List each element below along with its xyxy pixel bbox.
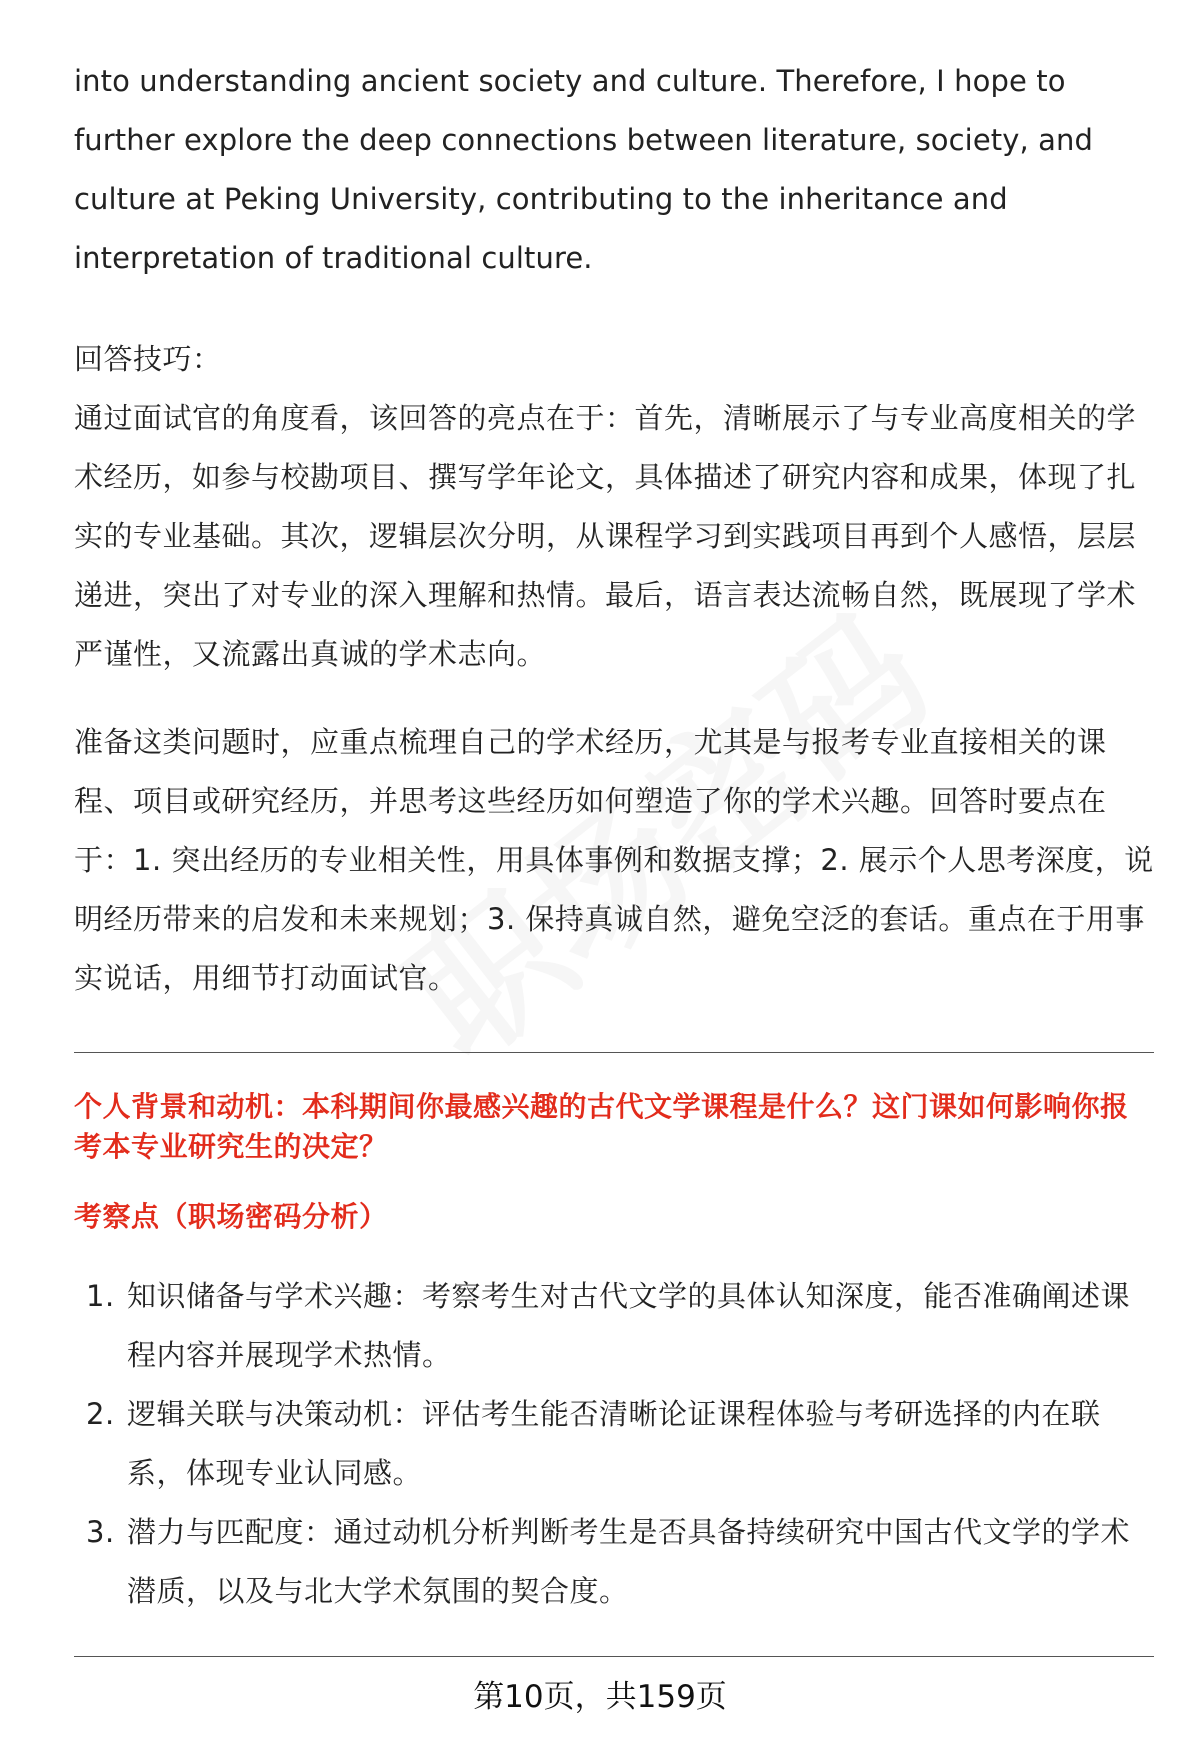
intro-paragraph: into understanding ancient society and culture. Therefore, I hope to further explore the deep connections between literature, society, and culture at Peking University, contributing to the inheritance and interpretation of traditional culture. bbox=[74, 64, 1094, 275]
tips-label: 回答技巧： bbox=[74, 342, 222, 376]
tips-paragraph-1: 通过面试官的角度看，该回答的亮点在于：首先，清晰展示了与专业高度相关的学术经历，如参与校勘项目、撰写学年论文，具体描述了研究内容和成果，体现了扎实的专业基础。其次，逻辑层次分明，从课程学习到实践项目再到个人感悟，层层递进，突出了对专业的深入理解和热情。最后，语言表达流畅自然，既展现了学术严谨性，又流露出真诚的学术志向。 bbox=[74, 401, 1137, 671]
section-divider bbox=[74, 1052, 1154, 1053]
list-item: 1. 知识储备与学术兴趣：考察考生对古代文学的具体认知深度，能否准确阐述课程内容并展现学术热情。 bbox=[86, 1279, 1131, 1372]
tips-paragraph-2: 准备这类问题时，应重点梳理自己的学术经历，尤其是与报考专业直接相关的课程、项目或研究经历，并思考这些经历如何塑造了你的学术兴趣。回答时要点在于：1. 突出经历的专业相关性，用具体事例和数据支撑；2. 展示个人思考深度，说明经历带来的启发和未来规划；3. 保持真诚自然，避免空泛的套话。重点在于用事实说话，用细节打动面试官。 bbox=[74, 725, 1154, 995]
question-title: 个人背景和动机：本科期间你最感兴趣的古代文学课程是什么？这门课如何影响你报考本专业研究生的决定？ bbox=[74, 1090, 1129, 1163]
examine-label: 考察点（职场密码分析） bbox=[74, 1200, 388, 1233]
list-item: 3. 潜力与匹配度：通过动机分析判断考生是否具备持续研究中国古代文学的学术潜质，以及与北大学术氛围的契合度。 bbox=[86, 1515, 1131, 1608]
question-section bbox=[74, 1087, 1154, 1621]
page-content bbox=[74, 52, 1154, 1008]
footer-divider bbox=[74, 1656, 1154, 1657]
list-item: 2. 逻辑关联与决策动机：评估考生能否清晰论证课程体验与考研选择的内在联系，体现专业认同感。 bbox=[86, 1397, 1101, 1490]
examine-points-list bbox=[74, 1267, 1154, 1621]
page-number: 第10页，共159页 bbox=[473, 1679, 727, 1715]
